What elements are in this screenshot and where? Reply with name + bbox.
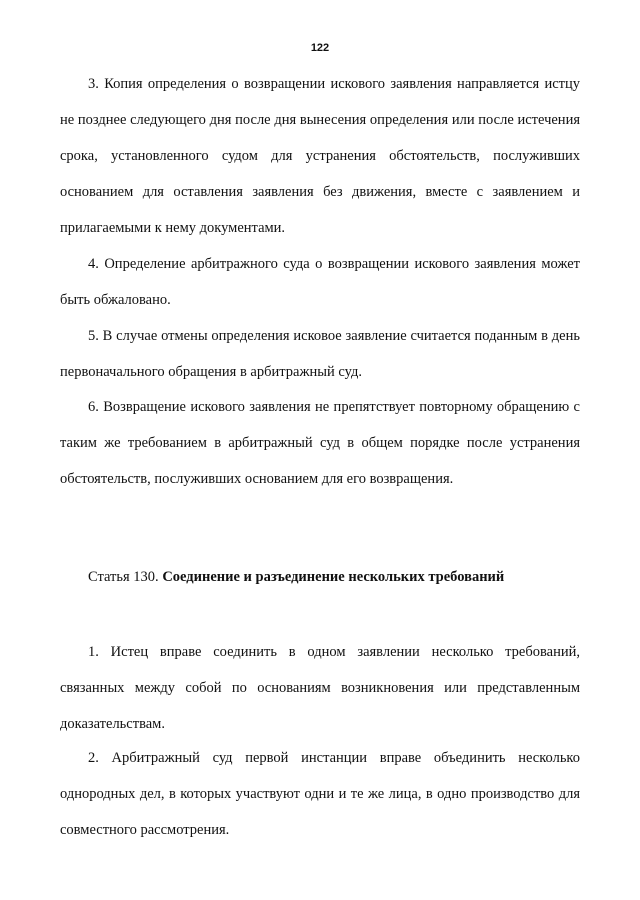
paragraph-5: 5. В случае отмены определения исковое заявление считается поданным в день первоначального обращения в арбитражный суд. bbox=[60, 328, 580, 380]
article-title: Соединение и разъединение нескольких требований bbox=[162, 569, 505, 585]
page-number: 122 bbox=[310, 42, 330, 54]
paragraph-4: 4. Определение арбитражного суда о возвращении искового заявления может быть обжаловано. bbox=[60, 256, 580, 308]
article-heading bbox=[88, 566, 504, 588]
paragraph-6: 6. Возвращение искового заявления не препятствует повторному обращению с таким же требованием в арбитражный суд в общем порядке после устранения обстоятельств, послуживших основанием для его возвращения. bbox=[60, 399, 580, 487]
article-paragraph-2: 2. Арбитражный суд первой инстанции вправе объединить несколько однородных дел, в которых участвуют одни и те же лица, в одно производство для совместного рассмотрения. bbox=[60, 750, 580, 838]
article-prefix: Статья 130. bbox=[88, 569, 159, 585]
paragraph-3: 3. Копия определения о возвращении искового заявления направляется истцу не позднее следующего дня после дня вынесения определения или после истечения срока, установленного судом для устранения обстоятельств, послуживших основанием для оставления заявления без движения, вместе с заявлением и прилагаемыми к нему документами. bbox=[60, 76, 580, 236]
article-paragraph-1: 1. Истец вправе соединить в одном заявлении несколько требований, связанных между собой по основаниям возникновения или представленным доказательствам. bbox=[60, 644, 580, 732]
